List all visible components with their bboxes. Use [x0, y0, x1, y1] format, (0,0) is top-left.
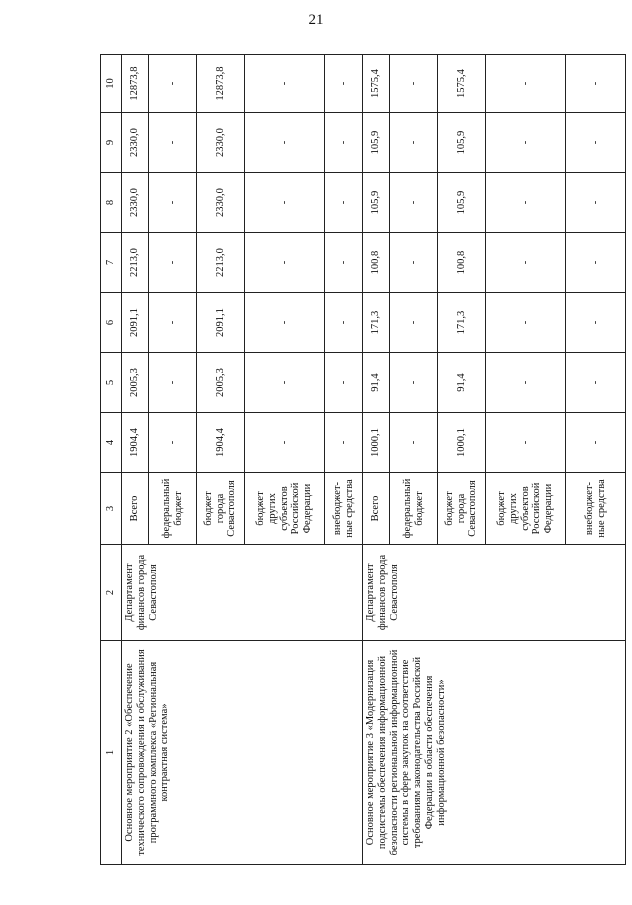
value-cell: -	[486, 353, 566, 413]
value-cell: 105,9	[438, 113, 486, 173]
value-cell: 12873,8	[197, 55, 245, 113]
value-cell: 2213,0	[122, 233, 149, 293]
value-cell: 1904,4	[122, 413, 149, 473]
value-cell: -	[325, 173, 363, 233]
value-cell: 12873,8	[122, 55, 149, 113]
source-cell: Всего	[122, 473, 149, 545]
value-cell: -	[486, 293, 566, 353]
value-cell: -	[245, 55, 325, 113]
source-cell: федеральный бюджет	[390, 473, 438, 545]
source-cell: бюджет других субъектов Российской Федерации	[486, 473, 566, 545]
value-cell: -	[245, 173, 325, 233]
event-cell: Основное мероприятие 3 «Модернизация подсистемы обеспечения информационной безопасности региональной информационной системы в сфере закупок на соответствие требованиям законодательства Российской Федерации в области обеспечения информационной безопасности»	[363, 641, 626, 865]
value-cell: -	[486, 413, 566, 473]
value-cell: 2091,1	[197, 293, 245, 353]
value-cell: -	[245, 353, 325, 413]
source-cell: бюджет города Севастополя	[438, 473, 486, 545]
value-cell: 100,8	[363, 233, 390, 293]
value-cell: 100,8	[438, 233, 486, 293]
value-cell: 105,9	[363, 173, 390, 233]
value-cell: -	[566, 173, 626, 233]
value-cell: -	[486, 113, 566, 173]
table-container	[100, 55, 607, 865]
value-cell: -	[390, 293, 438, 353]
value-cell: -	[245, 113, 325, 173]
value-cell: -	[149, 173, 197, 233]
header-cell: 2	[101, 545, 122, 641]
value-cell: 2005,3	[197, 353, 245, 413]
source-cell: внебюджет-ные средства	[566, 473, 626, 545]
value-cell: -	[566, 233, 626, 293]
value-cell: 2330,0	[122, 173, 149, 233]
value-cell: -	[325, 353, 363, 413]
value-cell: -	[149, 55, 197, 113]
value-cell: 171,3	[438, 293, 486, 353]
value-cell: -	[390, 55, 438, 113]
value-cell: -	[325, 233, 363, 293]
value-cell: -	[149, 233, 197, 293]
value-cell: -	[149, 293, 197, 353]
value-cell: -	[390, 413, 438, 473]
page-number: 21	[308, 12, 324, 28]
value-cell: 2330,0	[197, 113, 245, 173]
value-cell: -	[390, 233, 438, 293]
header-cell: 6	[101, 293, 122, 353]
value-cell: -	[245, 233, 325, 293]
value-cell: -	[149, 413, 197, 473]
value-cell: -	[245, 293, 325, 353]
value-cell: -	[566, 55, 626, 113]
value-cell: 91,4	[438, 353, 486, 413]
value-cell: -	[486, 233, 566, 293]
value-cell: -	[149, 113, 197, 173]
table-row	[363, 55, 390, 865]
value-cell: -	[390, 173, 438, 233]
value-cell: -	[390, 113, 438, 173]
value-cell: -	[566, 353, 626, 413]
header-cell: 1	[101, 641, 122, 865]
value-cell: -	[325, 413, 363, 473]
header-row	[101, 55, 122, 865]
header-cell: 7	[101, 233, 122, 293]
value-cell: 171,3	[363, 293, 390, 353]
value-cell: -	[566, 113, 626, 173]
source-cell: бюджет других субъектов Российской Федерации	[245, 473, 325, 545]
value-cell: 105,9	[363, 113, 390, 173]
value-cell: -	[486, 173, 566, 233]
value-cell: 2213,0	[197, 233, 245, 293]
header-cell: 8	[101, 173, 122, 233]
executor-cell: Департамент финансов города Севастополя	[122, 545, 363, 641]
source-cell: бюджет города Севастополя	[197, 473, 245, 545]
value-cell: 2330,0	[122, 113, 149, 173]
value-cell: 105,9	[438, 173, 486, 233]
value-cell: -	[149, 353, 197, 413]
value-cell: 1575,4	[438, 55, 486, 113]
source-cell: федеральный бюджет	[149, 473, 197, 545]
event-cell: Основное мероприятие 2 «Обеспечение технического сопровождения и обслуживания программного комплекса «Региональная контрактная система»	[122, 641, 363, 865]
value-cell: 91,4	[363, 353, 390, 413]
value-cell: 2005,3	[122, 353, 149, 413]
value-cell: 2330,0	[197, 173, 245, 233]
value-cell: -	[566, 413, 626, 473]
header-cell: 4	[101, 413, 122, 473]
value-cell: -	[245, 413, 325, 473]
value-cell: -	[566, 293, 626, 353]
table-row	[122, 55, 149, 865]
value-cell: -	[486, 55, 566, 113]
header-cell: 3	[101, 473, 122, 545]
header-cell: 5	[101, 353, 122, 413]
funding-table	[100, 54, 626, 865]
value-cell: -	[325, 113, 363, 173]
header-cell: 9	[101, 113, 122, 173]
value-cell: 1000,1	[438, 413, 486, 473]
value-cell: 1000,1	[363, 413, 390, 473]
executor-cell: Департамент финансов города Севастополя	[363, 545, 626, 641]
value-cell: -	[390, 353, 438, 413]
value-cell: 1904,4	[197, 413, 245, 473]
header-cell: 10	[101, 55, 122, 113]
value-cell: 1575,4	[363, 55, 390, 113]
source-cell: Всего	[363, 473, 390, 545]
value-cell: -	[325, 55, 363, 113]
value-cell: -	[325, 293, 363, 353]
value-cell: 2091,1	[122, 293, 149, 353]
source-cell: внебюджет-ные средства	[325, 473, 363, 545]
